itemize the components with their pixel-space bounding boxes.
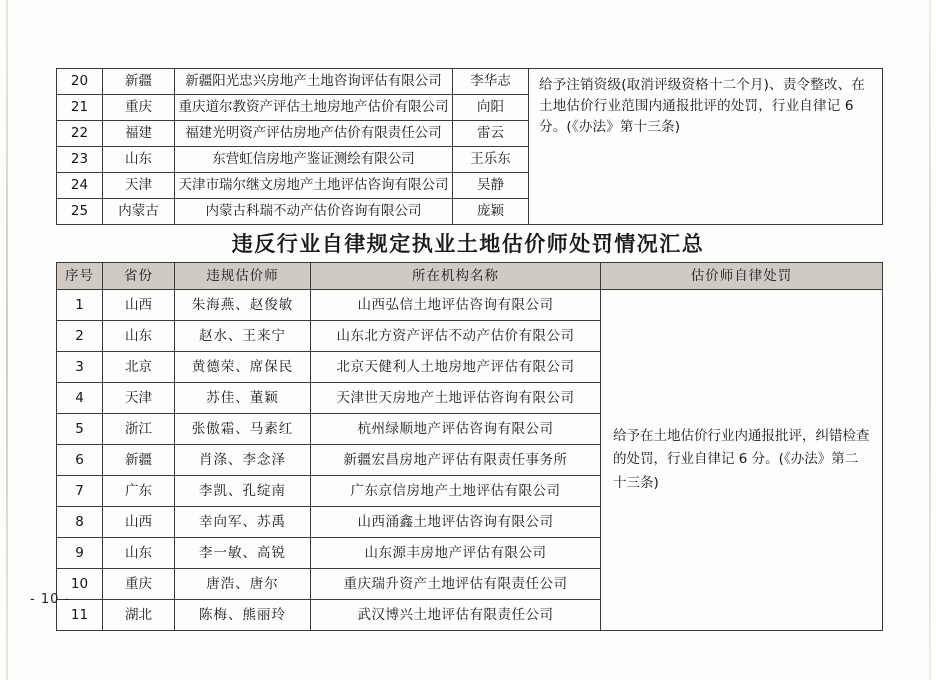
row-province: 山东 [103,321,175,352]
row-appraiser-names: 唐浩、唐尔 [175,569,311,600]
row-number: 4 [57,383,103,414]
row-number: 9 [57,538,103,569]
row-number: 22 [57,121,103,147]
row-appraiser-names: 肖涤、李念泽 [175,445,311,476]
row-number: 1 [57,290,103,321]
column-header-penalty: 估价师自律处罚 [601,263,883,290]
column-header-appraiser: 违规估价师 [175,263,311,290]
row-appraiser-names: 朱海燕、赵俊敏 [175,290,311,321]
row-appraiser-names: 赵水、王来宁 [175,321,311,352]
row-number: 20 [57,69,103,95]
continuation-table [56,68,883,225]
row-number: 21 [57,95,103,121]
row-organization: 福建光明资产评估房地产估价有限责任公司 [175,121,453,147]
row-organization: 山西涌鑫土地评估咨询有限公司 [311,507,601,538]
row-province: 山东 [103,147,175,173]
row-organization: 内蒙古科瑞不动产估价咨询有限公司 [175,199,453,225]
row-person: 李华志 [453,69,529,95]
appraiser-penalty-table-container [56,262,882,631]
row-province: 浙江 [103,414,175,445]
row-province: 山西 [103,507,175,538]
row-number: 3 [57,352,103,383]
row-number: 23 [57,147,103,173]
table-row [57,290,883,321]
column-header-organization: 所在机构名称 [311,263,601,290]
row-organization: 重庆瑞升资产土地评估有限责任公司 [311,569,601,600]
row-province: 天津 [103,173,175,199]
row-appraiser-names: 陈梅、熊丽玲 [175,600,311,631]
row-province: 新疆 [103,445,175,476]
row-organization: 北京天健利人土地房地产评估有限公司 [311,352,601,383]
row-province: 重庆 [103,569,175,600]
row-person: 雷云 [453,121,529,147]
appraiser-penalty-table-body [57,290,883,631]
row-province: 湖北 [103,600,175,631]
row-province: 山东 [103,538,175,569]
page-edge-right [929,0,931,680]
row-person: 吴静 [453,173,529,199]
continuation-table-container [56,68,882,225]
row-province: 福建 [103,121,175,147]
row-appraiser-names: 张傲霜、马素红 [175,414,311,445]
row-province: 内蒙古 [103,199,175,225]
page-number: - 10 - [30,592,71,607]
row-number: 8 [57,507,103,538]
row-appraiser-names: 黄德荣、席保民 [175,352,311,383]
row-organization: 杭州绿顺地产评估咨询有限公司 [311,414,601,445]
row-organization: 山东源丰房地产评估有限公司 [311,538,601,569]
row-organization: 重庆道尔教资产评估土地房地产估价有限公司 [175,95,453,121]
row-organization: 东营虹信房地产鉴证测绘有限公司 [175,147,453,173]
row-province: 重庆 [103,95,175,121]
penalty-description: 给予注销资级(取消评级资格十二个月)、责令整改、在土地估价行业范围内通报批评的处罚，行业自律记 6 分。(《办法》第十三条) [529,69,883,225]
row-organization: 广东京信房地产土地评估有限公司 [311,476,601,507]
row-number: 5 [57,414,103,445]
row-person: 王乐东 [453,147,529,173]
row-appraiser-names: 李凯、孔绽南 [175,476,311,507]
row-number: 10 [57,569,103,600]
row-province: 天津 [103,383,175,414]
row-organization: 天津市瑞尔继文房地产土地评估咨询有限公司 [175,173,453,199]
row-organization: 山东北方资产评估不动产估价有限公司 [311,321,601,352]
row-province: 山西 [103,290,175,321]
row-person: 庞颖 [453,199,529,225]
row-number: 25 [57,199,103,225]
penalty-description: 给予在土地估价行业内通报批评，纠错检查的处罚，行业自律记 6 分。(《办法》第二十三条) [601,290,883,631]
page-edge-left [6,0,8,680]
row-organization: 新疆宏昌房地产评估有限责任事务所 [311,445,601,476]
column-header-province: 省份 [103,263,175,290]
column-header-number: 序号 [57,263,103,290]
row-province: 北京 [103,352,175,383]
row-province: 广东 [103,476,175,507]
row-number: 24 [57,173,103,199]
row-province: 新疆 [103,69,175,95]
row-number: 7 [57,476,103,507]
continuation-table-body [57,69,883,225]
table-header-row [57,263,883,290]
row-number: 11 [57,600,103,631]
row-number: 6 [57,445,103,476]
section-title: 违反行业自律规定执业土地估价师处罚情况汇总 [231,231,705,256]
row-organization: 山西弘信土地评估咨询有限公司 [311,290,601,321]
row-organization: 天津世天房地产土地评估咨询有限公司 [311,383,601,414]
row-organization: 武汉博兴土地评估有限责任公司 [311,600,601,631]
row-organization: 新疆阳光忠兴房地产土地咨询评估有限公司 [175,69,453,95]
table-row [57,69,883,95]
row-appraiser-names: 李一敏、高锐 [175,538,311,569]
appraiser-penalty-table [56,262,883,631]
row-person: 向阳 [453,95,529,121]
row-appraiser-names: 苏佳、董颖 [175,383,311,414]
row-number: 2 [57,321,103,352]
row-appraiser-names: 幸向军、苏禹 [175,507,311,538]
